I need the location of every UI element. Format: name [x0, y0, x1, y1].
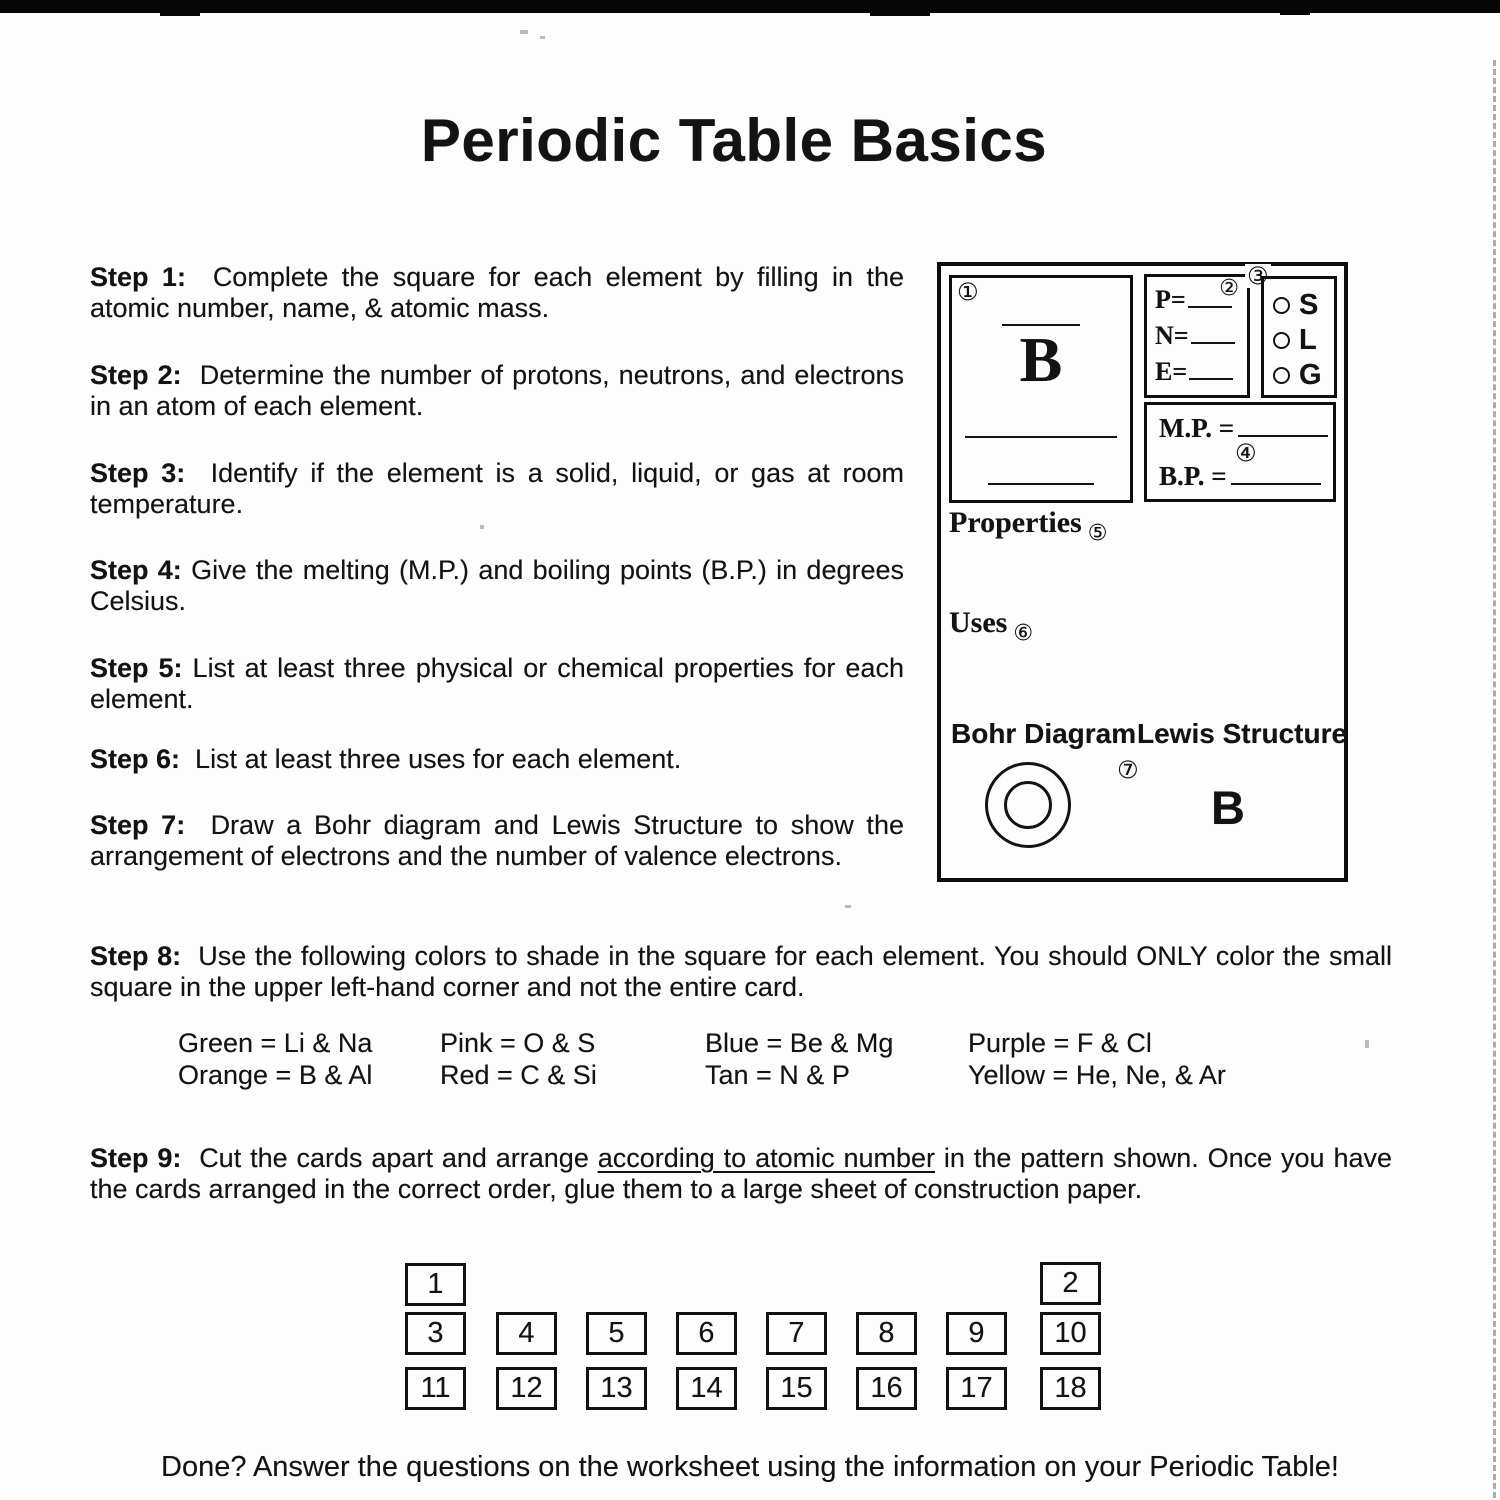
pattern-box-number: 13: [600, 1372, 633, 1404]
blank-line: [1191, 322, 1235, 344]
pattern-box-number: 3: [427, 1317, 444, 1349]
pattern-box-number: 9: [968, 1317, 985, 1349]
step-3-label: Step 3:: [90, 458, 186, 488]
element-name-blank-line: [965, 436, 1117, 438]
circled-number-2: ②: [1219, 276, 1239, 301]
color-assignment: Pink = O & S: [440, 1028, 596, 1058]
color-legend-column-1: [178, 1027, 372, 1091]
pattern-box-12: [496, 1367, 557, 1410]
circled-number-5: ⑤: [1087, 521, 1108, 546]
blank-line: [1231, 459, 1321, 485]
boiling-point-row: [1159, 459, 1321, 492]
melting-boiling-box: [1144, 402, 1336, 502]
pattern-box-17: [946, 1367, 1007, 1410]
blank-line: [1189, 358, 1233, 380]
lewis-structure-heading: Lewis Structure: [1137, 718, 1348, 749]
step-6: [90, 744, 904, 775]
solid-liquid-gas-box: [1261, 276, 1337, 398]
pattern-box-number: 4: [518, 1317, 535, 1349]
uses-label: Uses: [949, 606, 1008, 639]
state-label-solid: S: [1299, 289, 1319, 321]
radio-circle-icon: [1273, 297, 1290, 314]
pattern-box-number: 2: [1062, 1267, 1079, 1299]
step-4: [90, 555, 904, 616]
step-6-label: Step 6:: [90, 744, 181, 774]
element-symbol: B: [1019, 324, 1063, 395]
step-7-text: Draw a Bohr diagram and Lewis Structure to show the arrangement of electrons and the number of valence electrons.: [90, 810, 904, 871]
scan-speck: [480, 525, 484, 529]
element-card-diagram: [937, 262, 1348, 882]
circled-number-7: ⑦: [1117, 756, 1139, 784]
scan-artifact-top-bar: [0, 0, 1500, 13]
pattern-box-5: [586, 1312, 647, 1355]
scan-artifact-right-edge: [1493, 60, 1496, 1498]
step-5: [90, 653, 904, 714]
circled-number-1: ①: [957, 278, 979, 306]
pattern-box-number: 7: [788, 1317, 805, 1349]
step-3: [90, 458, 904, 519]
step-1: [90, 262, 904, 323]
pattern-box-3: [405, 1312, 466, 1355]
color-assignment: Blue = Be & Mg: [705, 1028, 894, 1058]
step-9: [90, 1143, 1392, 1204]
neutrons-label: N=: [1155, 321, 1189, 350]
pattern-box-number: 11: [420, 1372, 451, 1404]
circled-number-4: ④: [1235, 439, 1257, 467]
pattern-box-number: 14: [690, 1372, 723, 1404]
state-label-liquid: L: [1299, 324, 1317, 356]
pattern-box-11: [405, 1367, 466, 1410]
scan-speck: [520, 30, 528, 34]
pattern-box-6: [676, 1312, 737, 1355]
scan-speck: [845, 905, 851, 908]
color-assignment: Green = Li & Na: [178, 1028, 373, 1058]
bohr-diagram-heading: Bohr Diagram: [951, 718, 1137, 749]
pattern-box-8: [856, 1312, 917, 1355]
page-title: Periodic Table Basics: [420, 107, 1048, 174]
protons-row: [1155, 285, 1232, 315]
neutrons-row: [1155, 321, 1235, 351]
step-8-label: Step 8:: [90, 941, 182, 971]
pattern-box-1: [405, 1263, 466, 1306]
scan-artifact: [870, 13, 930, 16]
step-9-text-pre: Cut the cards apart and arrange: [199, 1143, 598, 1173]
bohr-diagram-inner-circle: [1004, 781, 1052, 829]
step-5-text: List at least three physical or chemical properties for each element.: [90, 653, 904, 714]
footer-note: Done? Answer the questions on the worksheet using the information on your Periodic Table!: [161, 1451, 1339, 1483]
step-9-label: Step 9:: [90, 1143, 182, 1173]
color-assignment: Tan = N & P: [705, 1060, 850, 1090]
pattern-box-13: [586, 1367, 647, 1410]
blank-line: [1188, 286, 1232, 308]
step-5-label: Step 5:: [90, 653, 183, 683]
color-assignment: Purple = F & Cl: [968, 1028, 1152, 1058]
step-3-text: Identify if the element is a solid, liquid, or gas at room temperature.: [90, 458, 904, 519]
step-7: [90, 810, 904, 871]
step-7-label: Step 7:: [90, 810, 186, 840]
pattern-box-number: 10: [1054, 1317, 1087, 1349]
pattern-box-4: [496, 1312, 557, 1355]
protons-neutrons-electrons-box: [1144, 274, 1250, 398]
step-9-text-post: in the pattern shown. Once you have the cards arranged in the correct order, glue them to a large sheet of construction paper.: [90, 1143, 1392, 1204]
pattern-box-number: 18: [1054, 1372, 1087, 1404]
protons-label: P=: [1155, 285, 1186, 314]
scan-speck: [1365, 1040, 1369, 1048]
pattern-box-10: [1040, 1312, 1101, 1355]
atomic-mass-blank-line: [988, 483, 1094, 485]
step-4-label: Step 4:: [90, 555, 182, 585]
pattern-box-number: 12: [510, 1372, 543, 1404]
melting-point-label: M.P. =: [1159, 413, 1235, 443]
step-2-text: Determine the number of protons, neutrons, and electrons in an atom of each element.: [90, 360, 904, 421]
symbol-box: [949, 275, 1133, 503]
properties-section: [949, 506, 1107, 546]
color-legend-column-3: [705, 1027, 893, 1091]
step-2: [90, 360, 904, 421]
state-option-solid: [1273, 291, 1318, 320]
electrons-label: E=: [1155, 357, 1188, 386]
color-assignment: Red = C & Si: [440, 1060, 597, 1090]
step-8-text: Use the following colors to shade in the square for each element. You should ONLY color the small square in the upper left-hand corner and not the entire card.: [90, 941, 1392, 1002]
pattern-box-14: [676, 1367, 737, 1410]
pattern-box-16: [856, 1367, 917, 1410]
circled-number-6: ⑥: [1013, 621, 1034, 646]
boiling-point-label: B.P. =: [1159, 461, 1227, 491]
step-1-label: Step 1:: [90, 262, 186, 292]
radio-circle-icon: [1273, 332, 1290, 349]
pattern-box-number: 15: [780, 1372, 813, 1404]
step-2-label: Step 2:: [90, 360, 182, 390]
pattern-box-number: 5: [608, 1317, 625, 1349]
circled-number-3: ③: [1247, 262, 1269, 290]
properties-label: Properties: [949, 506, 1082, 539]
step-9-underlined-phrase: according to atomic number: [597, 1143, 936, 1173]
pattern-box-7: [766, 1312, 827, 1355]
step-8: [90, 941, 1392, 1002]
pattern-box-2: [1040, 1262, 1101, 1305]
step-6-text: List at least three uses for each element.: [195, 744, 682, 774]
pattern-box-9: [946, 1312, 1007, 1355]
pattern-box-number: 6: [698, 1317, 715, 1349]
color-legend-column-4: [968, 1027, 1226, 1091]
uses-section: [949, 606, 1033, 646]
pattern-box-number: 16: [870, 1372, 903, 1404]
step-1-text: Complete the square for each element by filling in the atomic number, name, & atomic mass.: [90, 262, 904, 323]
pattern-box-18: [1040, 1367, 1101, 1410]
state-label-gas: G: [1299, 359, 1322, 391]
lewis-structure-symbol: B: [1211, 781, 1245, 834]
scan-speck: [540, 36, 545, 39]
pattern-box-number: 17: [960, 1372, 993, 1404]
scan-artifact: [1280, 13, 1310, 15]
pattern-box-number: 1: [427, 1268, 444, 1300]
color-legend-column-2: [440, 1027, 597, 1091]
state-option-liquid: [1273, 326, 1317, 355]
scan-artifact: [160, 13, 200, 16]
step-4-text: Give the melting (M.P.) and boiling points (B.P.) in degrees Celsius.: [90, 555, 904, 616]
blank-line: [1238, 411, 1328, 437]
pattern-box-number: 8: [878, 1317, 895, 1349]
radio-circle-icon: [1273, 367, 1290, 384]
state-option-gas: [1273, 361, 1322, 390]
color-assignment: Orange = B & Al: [178, 1060, 373, 1090]
color-assignment: Yellow = He, Ne, & Ar: [968, 1060, 1226, 1090]
pattern-box-15: [766, 1367, 827, 1410]
electrons-row: [1155, 357, 1233, 387]
